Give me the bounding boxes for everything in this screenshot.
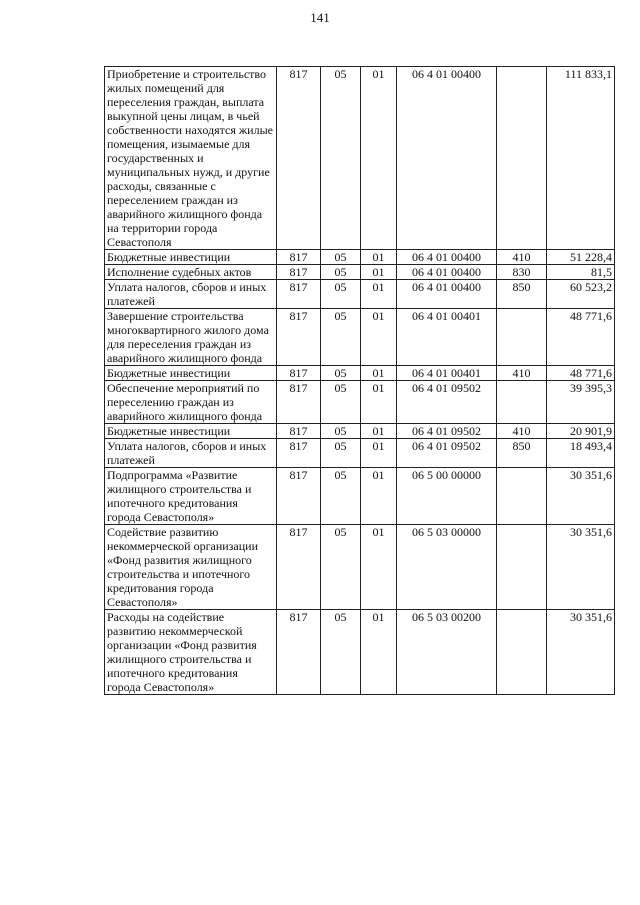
row-csr: 06 4 01 09502	[397, 424, 497, 439]
row-name: Бюджетные инвестиции	[105, 366, 277, 381]
row-name: Приобретение и строительство жилых помещений для переселения граждан, выплата выкупной цены лицам, в чьей собственности находятся жилые помещения, изымаемые для государственных и муниципальных нужд, и другие расходы, связанные с переселением граждан из аварийного жилищного фонда на территории города Севастополя	[105, 67, 277, 250]
row-rz: 05	[321, 280, 361, 309]
row-vr	[497, 610, 547, 695]
row-name: Завершение строительства многоквартирного жилого дома для переселения граждан из аварийного жилищного фонда	[105, 309, 277, 366]
table-row	[105, 250, 615, 265]
row-vr	[497, 525, 547, 610]
row-name: Расходы на содействие развитию некоммерческой организации «Фонд развития жилищного строительства и ипотечного кредитования города Севастополя»	[105, 610, 277, 695]
row-pr: 01	[361, 280, 397, 309]
row-ved: 817	[277, 610, 321, 695]
row-rz: 05	[321, 468, 361, 525]
row-csr: 06 4 01 00400	[397, 67, 497, 250]
row-rz: 05	[321, 424, 361, 439]
row-ved: 817	[277, 309, 321, 366]
row-csr: 06 4 01 00400	[397, 280, 497, 309]
row-csr: 06 4 01 09502	[397, 439, 497, 468]
row-vr: 410	[497, 366, 547, 381]
row-csr: 06 5 03 00000	[397, 525, 497, 610]
row-amount: 18 493,4	[547, 439, 615, 468]
row-pr: 01	[361, 366, 397, 381]
row-amount: 30 351,6	[547, 610, 615, 695]
budget-table	[104, 66, 615, 695]
row-ved: 817	[277, 381, 321, 424]
row-pr: 01	[361, 468, 397, 525]
row-pr: 01	[361, 309, 397, 366]
row-ved: 817	[277, 424, 321, 439]
row-ved: 817	[277, 439, 321, 468]
row-ved: 817	[277, 67, 321, 250]
table-row	[105, 439, 615, 468]
table-row	[105, 468, 615, 525]
row-name: Уплата налогов, сборов и иных платежей	[105, 280, 277, 309]
table-row	[105, 280, 615, 309]
row-name: Подпрограмма «Развитие жилищного строительства и ипотечного кредитования города Севастополя»	[105, 468, 277, 525]
row-pr: 01	[361, 525, 397, 610]
table-row	[105, 610, 615, 695]
row-amount: 48 771,6	[547, 309, 615, 366]
table-row	[105, 424, 615, 439]
row-name: Уплата налогов, сборов и иных платежей	[105, 439, 277, 468]
row-vr	[497, 381, 547, 424]
row-csr: 06 5 03 00200	[397, 610, 497, 695]
table-row	[105, 381, 615, 424]
row-amount: 60 523,2	[547, 280, 615, 309]
row-amount: 30 351,6	[547, 468, 615, 525]
row-amount: 81,5	[547, 265, 615, 280]
row-csr: 06 4 01 00400	[397, 250, 497, 265]
row-amount: 30 351,6	[547, 525, 615, 610]
row-rz: 05	[321, 381, 361, 424]
row-rz: 05	[321, 525, 361, 610]
row-name: Бюджетные инвестиции	[105, 250, 277, 265]
row-rz: 05	[321, 366, 361, 381]
row-vr	[497, 309, 547, 366]
row-vr	[497, 67, 547, 250]
row-csr: 06 4 01 00401	[397, 309, 497, 366]
row-rz: 05	[321, 610, 361, 695]
table-row	[105, 67, 615, 250]
row-amount: 20 901,9	[547, 424, 615, 439]
row-csr: 06 4 01 00401	[397, 366, 497, 381]
row-ved: 817	[277, 366, 321, 381]
row-amount: 48 771,6	[547, 366, 615, 381]
table-row	[105, 309, 615, 366]
row-vr: 830	[497, 265, 547, 280]
table-row	[105, 366, 615, 381]
row-pr: 01	[361, 439, 397, 468]
row-amount: 39 395,3	[547, 381, 615, 424]
row-ved: 817	[277, 525, 321, 610]
row-csr: 06 4 01 09502	[397, 381, 497, 424]
row-name: Содействие развитию некоммерческой организации «Фонд развития жилищного строительства и ипотечного кредитования города Севастополя»	[105, 525, 277, 610]
row-name: Обеспечение мероприятий по переселению граждан из аварийного жилищного фонда	[105, 381, 277, 424]
row-pr: 01	[361, 424, 397, 439]
row-ved: 817	[277, 280, 321, 309]
row-vr: 850	[497, 280, 547, 309]
row-vr: 410	[497, 424, 547, 439]
row-amount: 51 228,4	[547, 250, 615, 265]
row-rz: 05	[321, 309, 361, 366]
row-vr	[497, 468, 547, 525]
row-csr: 06 4 01 00400	[397, 265, 497, 280]
row-ved: 817	[277, 265, 321, 280]
row-ved: 817	[277, 250, 321, 265]
row-name: Бюджетные инвестиции	[105, 424, 277, 439]
row-csr: 06 5 00 00000	[397, 468, 497, 525]
row-rz: 05	[321, 439, 361, 468]
table-row	[105, 265, 615, 280]
row-amount: 111 833,1	[547, 67, 615, 250]
page-number: 141	[310, 10, 330, 25]
row-vr: 850	[497, 439, 547, 468]
row-name: Исполнение судебных актов	[105, 265, 277, 280]
row-pr: 01	[361, 265, 397, 280]
row-rz: 05	[321, 265, 361, 280]
row-vr: 410	[497, 250, 547, 265]
row-rz: 05	[321, 67, 361, 250]
row-rz: 05	[321, 250, 361, 265]
row-pr: 01	[361, 250, 397, 265]
table-row	[105, 525, 615, 610]
row-pr: 01	[361, 381, 397, 424]
row-ved: 817	[277, 468, 321, 525]
row-pr: 01	[361, 67, 397, 250]
row-pr: 01	[361, 610, 397, 695]
